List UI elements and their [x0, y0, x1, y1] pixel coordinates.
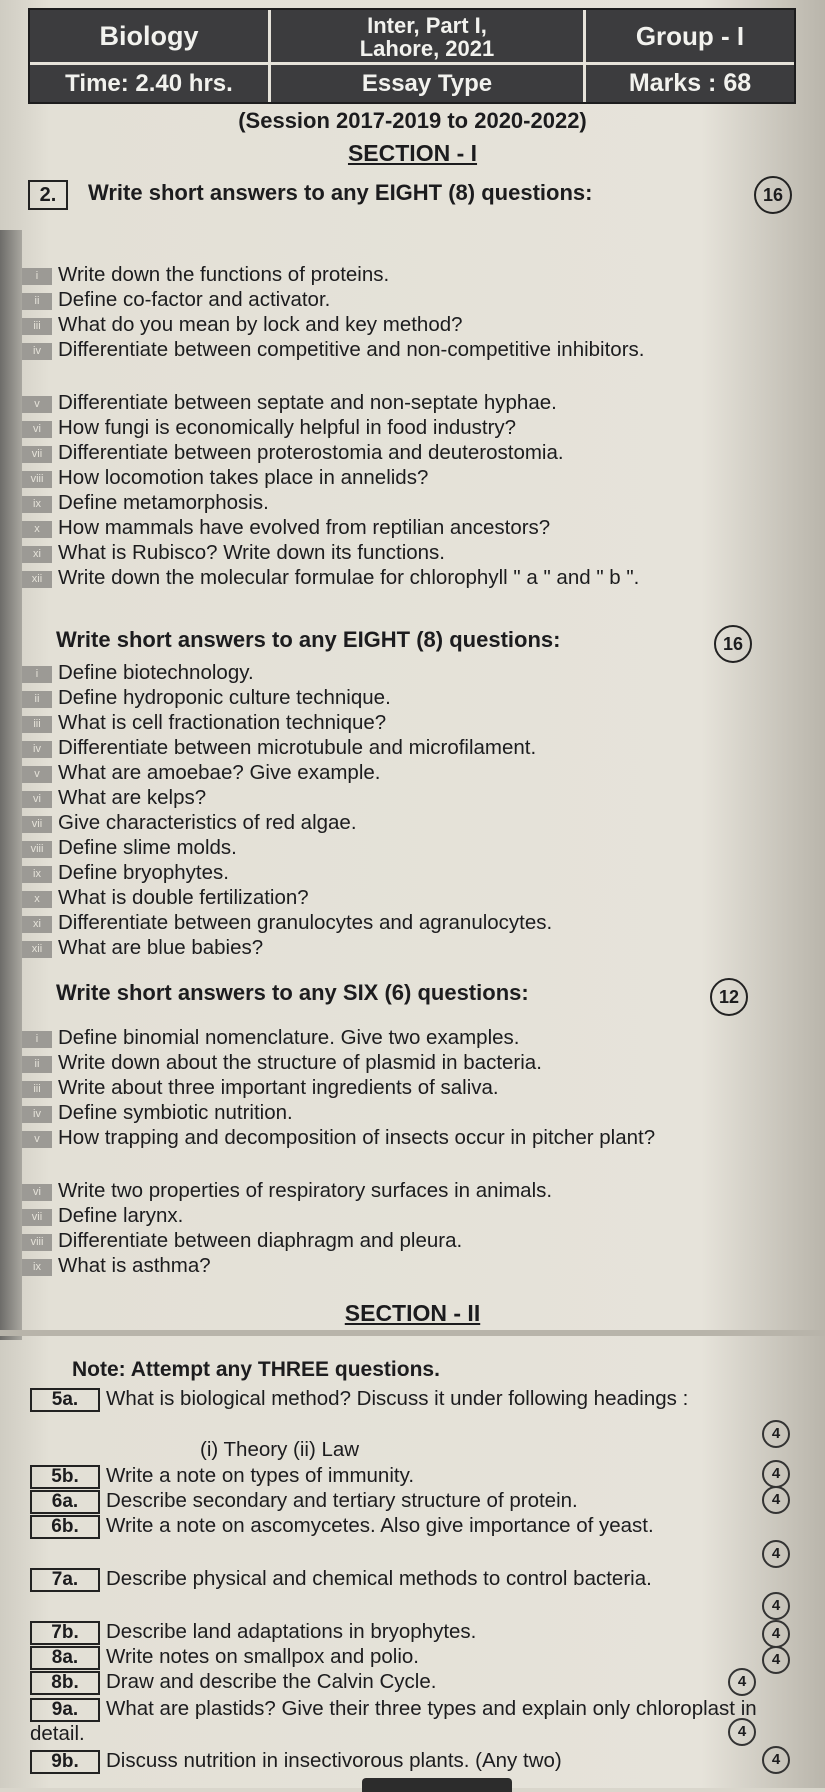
session: (Session 2017-2019 to 2020-2022)	[238, 108, 587, 133]
list-item	[30, 1489, 790, 1514]
sub-headings: (i) Theory (ii) Law	[200, 1438, 360, 1461]
question-text: Define co-factor and activator.	[58, 288, 331, 311]
marks-badge: 4	[762, 1486, 790, 1514]
list-item	[22, 515, 782, 540]
roman-numeral: iv	[22, 343, 52, 360]
list-item	[22, 1025, 782, 1050]
roman-numeral: i	[22, 1031, 52, 1048]
list-item	[22, 860, 782, 885]
list-item	[22, 565, 762, 590]
question-text: What are kelps?	[58, 786, 207, 809]
roman-numeral: v	[22, 766, 52, 783]
list-item	[22, 660, 782, 685]
list-item	[30, 1620, 790, 1645]
roman-numeral: vii	[22, 816, 52, 833]
roman-numeral: vi	[22, 1184, 52, 1201]
question-text: What are blue babies?	[58, 936, 264, 959]
list-item	[30, 1464, 790, 1489]
list-item	[30, 1697, 770, 1746]
question-text: Discuss nutrition in insectivorous plants. (Any two)	[106, 1749, 562, 1772]
list-item	[30, 1567, 770, 1592]
question-number: 2.	[28, 180, 68, 210]
question-text: Differentiate between diaphragm and pleura.	[58, 1229, 463, 1252]
subject: Biology	[99, 20, 199, 51]
list-item	[30, 1514, 770, 1539]
question-text: Describe physical and chemical methods to control bacteria.	[106, 1567, 652, 1590]
question-text: Define bryophytes.	[58, 861, 229, 884]
question-text: What is double fertilization?	[58, 886, 309, 909]
question-text: Define hydroponic culture technique.	[58, 686, 391, 709]
list-item	[22, 685, 782, 710]
exam-name: Inter, Part I,	[367, 13, 487, 38]
question-text: Give characteristics of red algae.	[58, 811, 357, 834]
page-fold-shadow	[0, 230, 22, 1340]
marks-badge: 4	[762, 1592, 790, 1620]
marks-badge: 4	[762, 1746, 790, 1774]
marks-badge: 4	[762, 1646, 790, 1674]
roman-numeral: ii	[22, 1056, 52, 1073]
list-item	[22, 710, 782, 735]
list-item	[22, 1253, 782, 1278]
question-text: What are amoebae? Give example.	[58, 761, 381, 784]
question-text: What do you mean by lock and key method?	[58, 313, 463, 336]
question-label: 6b.	[30, 1515, 100, 1539]
list-item	[22, 1075, 782, 1100]
list-item	[22, 885, 782, 910]
question-text: How locomotion takes place in annelids?	[58, 466, 429, 489]
roman-numeral: xii	[22, 941, 52, 958]
question-text: Write down the molecular formulae for chlorophyll " a " and " b ".	[58, 566, 640, 589]
question-text: Differentiate between microtubule and microfilament.	[58, 736, 537, 759]
list-item	[30, 1670, 790, 1695]
marks-badge: 4	[762, 1460, 790, 1488]
question-text: Write notes on smallpox and polio.	[106, 1645, 419, 1668]
paper-type: Essay Type	[361, 69, 493, 97]
roman-numeral: iv	[22, 1106, 52, 1123]
q4-marks: 12	[710, 978, 748, 1016]
question-text: Differentiate between competitive and non-competitive inhibitors.	[58, 338, 645, 361]
roman-numeral: xii	[22, 571, 52, 588]
time: Time: 2.40 hrs.	[65, 69, 233, 97]
list-item	[22, 935, 782, 960]
roman-numeral: ii	[22, 691, 52, 708]
question-text: Differentiate between septate and non-septate hyphae.	[58, 391, 557, 414]
list-item	[30, 1387, 780, 1412]
roman-numeral: viii	[22, 841, 52, 858]
question-text: Differentiate between granulocytes and agranulocytes.	[58, 911, 553, 934]
list-item	[22, 735, 782, 760]
list-item	[22, 490, 782, 515]
question-text: How trapping and decomposition of insects occur in pitcher plant?	[58, 1126, 656, 1149]
list-item	[22, 312, 782, 337]
marks-badge: 4	[762, 1540, 790, 1568]
list-item	[22, 1100, 782, 1125]
q3-heading: Write short answers to any EIGHT (8) questions:	[56, 627, 561, 652]
list-item	[22, 810, 782, 835]
roman-numeral: ix	[22, 1259, 52, 1276]
list-item	[22, 785, 782, 810]
question-label: 8a.	[30, 1646, 100, 1670]
total-marks: Marks : 68	[628, 69, 752, 97]
list-item	[22, 1125, 762, 1150]
list-item	[22, 1050, 782, 1075]
question-text: Write a note on types of immunity.	[106, 1464, 415, 1487]
roman-numeral: vii	[22, 446, 52, 463]
exam-info	[271, 12, 583, 62]
roman-numeral: vii	[22, 1209, 52, 1226]
roman-numeral: iii	[22, 716, 52, 733]
list-item	[22, 760, 782, 785]
footer-tab	[362, 1778, 512, 1792]
roman-numeral: v	[22, 1131, 52, 1148]
board-year: Lahore, 2021	[359, 36, 495, 61]
roman-numeral: iii	[22, 1081, 52, 1098]
q2-marks: 16	[754, 176, 792, 214]
roman-numeral: ii	[22, 293, 52, 310]
list-item	[22, 1178, 782, 1203]
question-text: Define biotechnology.	[58, 661, 254, 684]
section-1-title: SECTION - I	[347, 140, 478, 166]
roman-numeral: iii	[22, 318, 52, 335]
q4-heading: Write short answers to any SIX (6) questions:	[56, 980, 529, 1005]
list-item	[22, 835, 782, 860]
list-item	[22, 415, 782, 440]
divider	[0, 1330, 825, 1336]
question-label: 6a.	[30, 1490, 100, 1514]
question-text: Draw and describe the Calvin Cycle.	[106, 1670, 437, 1693]
question-label: 8b.	[30, 1671, 100, 1695]
question-text: Write about three important ingredients of saliva.	[58, 1076, 499, 1099]
question-label: 5a.	[30, 1388, 100, 1412]
list-item	[30, 1645, 790, 1670]
marks-badge: 4	[762, 1420, 790, 1448]
question-text: Describe land adaptations in bryophytes.	[106, 1620, 477, 1643]
question-text: Define slime molds.	[58, 836, 237, 859]
question-text: How fungi is economically helpful in food industry?	[58, 416, 517, 439]
roman-numeral: iv	[22, 741, 52, 758]
roman-numeral: i	[22, 268, 52, 285]
q2-heading: Write short answers to any EIGHT (8) questions:	[88, 180, 593, 205]
list-item	[30, 1749, 790, 1774]
section-2-title: SECTION - II	[344, 1300, 481, 1326]
roman-numeral: v	[22, 396, 52, 413]
question-label: 9b.	[30, 1750, 100, 1774]
question-text: Write down the functions of proteins.	[58, 263, 390, 286]
marks-badge: 4	[762, 1620, 790, 1648]
roman-numeral: i	[22, 666, 52, 683]
roman-numeral: x	[22, 891, 52, 908]
group: Group - I	[635, 20, 745, 51]
roman-numeral: xi	[22, 916, 52, 933]
question-label: 9a.	[30, 1698, 100, 1722]
list-item	[22, 1203, 782, 1228]
list-item	[22, 262, 782, 287]
question-label: 5b.	[30, 1465, 100, 1489]
question-label: 7a.	[30, 1568, 100, 1592]
list-item	[22, 540, 782, 565]
question-text: What is Rubisco? Write down its functions.	[58, 541, 445, 564]
question-label: 7b.	[30, 1621, 100, 1645]
question-text: Define symbiotic nutrition.	[58, 1101, 293, 1124]
roman-numeral: vi	[22, 791, 52, 808]
question-text: What is biological method? Discuss it under following headings :	[106, 1387, 689, 1410]
question-text: Define larynx.	[58, 1204, 184, 1227]
question-text: How mammals have evolved from reptilian ancestors?	[58, 516, 551, 539]
header-table	[28, 8, 796, 104]
roman-numeral: viii	[22, 1234, 52, 1251]
list-item	[22, 390, 782, 415]
list-item	[22, 1228, 782, 1253]
question-text: What is cell fractionation technique?	[58, 711, 387, 734]
roman-numeral: ix	[22, 866, 52, 883]
question-text: Write two properties of respiratory surfaces in animals.	[58, 1179, 553, 1202]
roman-numeral: xi	[22, 546, 52, 563]
question-text: Define binomial nomenclature. Give two examples.	[58, 1026, 520, 1049]
roman-numeral: x	[22, 521, 52, 538]
question-text: Define metamorphosis.	[58, 491, 269, 514]
list-item	[22, 440, 782, 465]
q3-marks: 16	[714, 625, 752, 663]
marks-badge: 4	[728, 1718, 756, 1746]
question-text: Write down about the structure of plasmid in bacteria.	[58, 1051, 542, 1074]
question-text: Write a note on ascomycetes. Also give importance of yeast.	[106, 1514, 654, 1537]
question-text: What are plastids? Give their three types and explain only chloroplast in detail.	[30, 1697, 757, 1745]
question-text: Differentiate between proterostomia and deuterostomia.	[58, 441, 564, 464]
roman-numeral: viii	[22, 471, 52, 488]
list-item	[22, 465, 782, 490]
list-item	[22, 910, 782, 935]
roman-numeral: ix	[22, 496, 52, 513]
marks-badge: 4	[728, 1668, 756, 1696]
section-2-note: Note: Attempt any THREE questions.	[72, 1358, 440, 1381]
roman-numeral: vi	[22, 421, 52, 438]
question-text: Describe secondary and tertiary structure of protein.	[106, 1489, 578, 1512]
question-text: What is asthma?	[58, 1254, 211, 1277]
list-item	[22, 337, 762, 362]
list-item	[22, 287, 782, 312]
